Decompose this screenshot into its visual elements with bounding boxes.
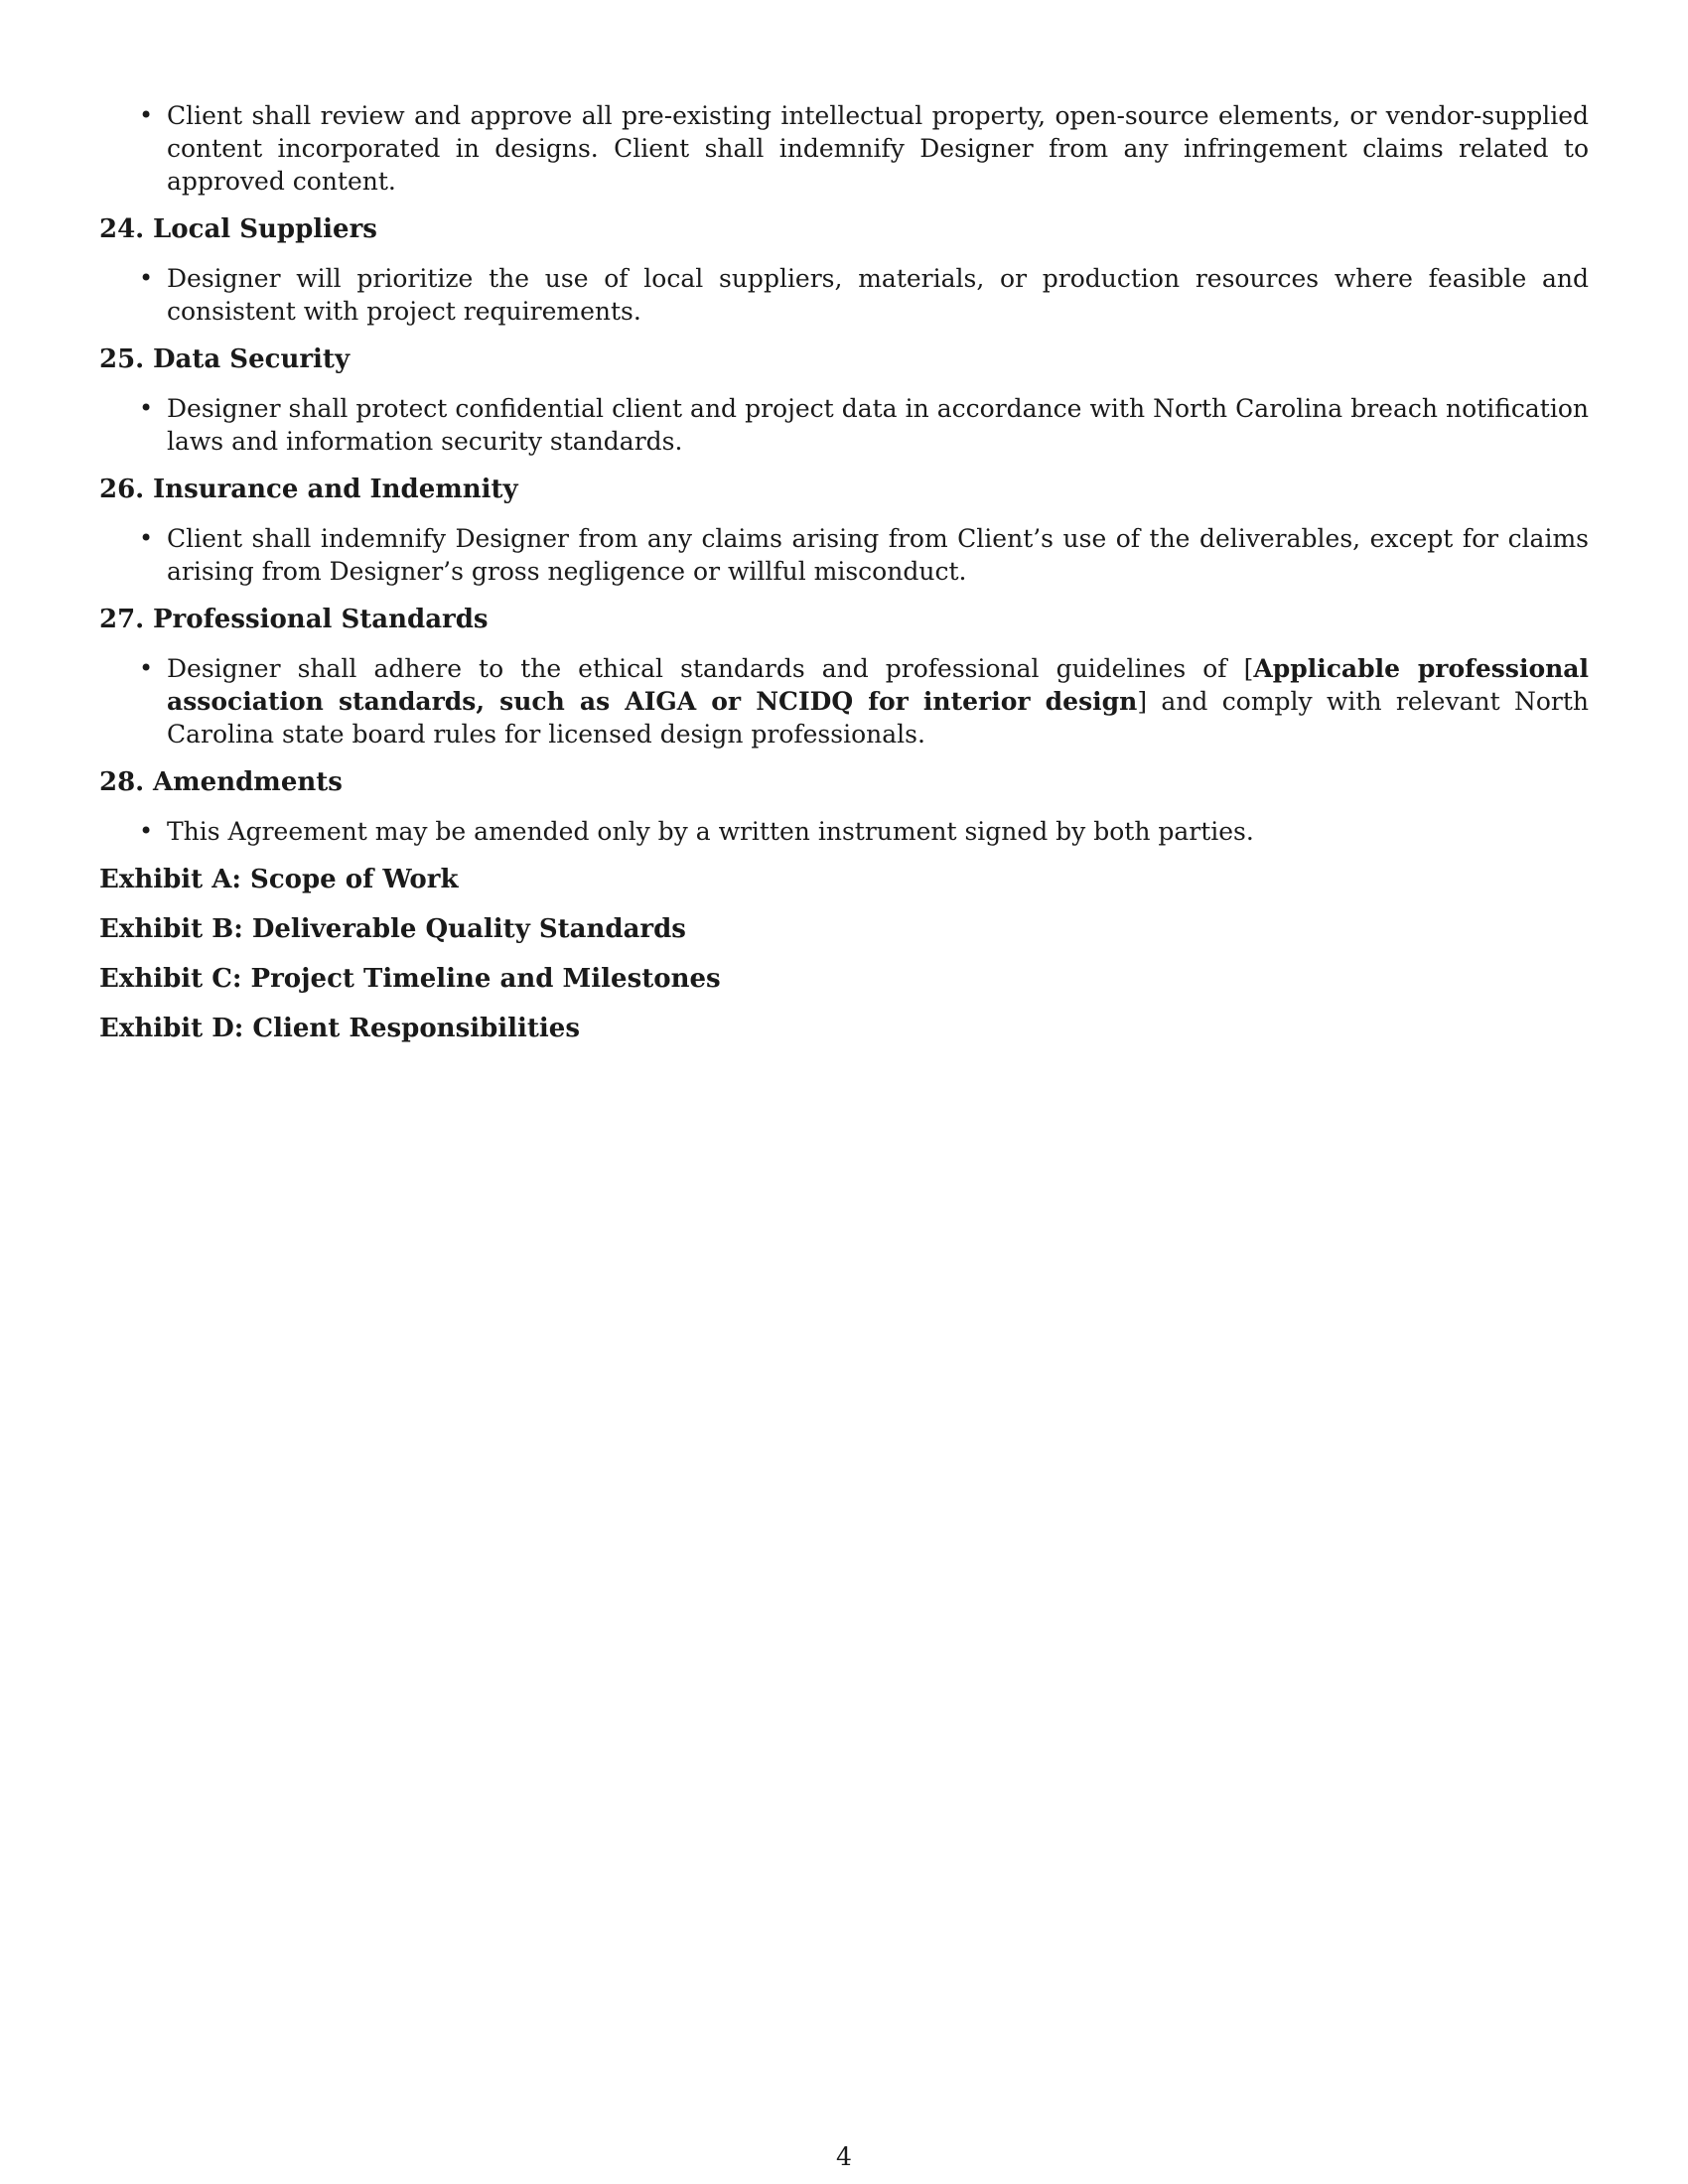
bullet-text-prefix: Designer shall adhere to the ethical standards and professional guidelines of [ (167, 654, 1254, 683)
document-page (99, 99, 1589, 1062)
bullet-text-suffix: ] and comply with relevant North Carolina state board rules for licensed design professionals. (167, 687, 1589, 749)
bullet-icon: • (139, 817, 154, 845)
bullet-icon: • (139, 101, 154, 129)
bullet-text: Designer shall protect confidential client and project data in accordance with North Carolina breach notification laws and information security standards. (167, 394, 1589, 456)
list-item (99, 262, 1589, 328)
bullet-icon: • (139, 394, 154, 422)
bullet-text: Client shall indemnify Designer from any claims arising from Client’s use of the deliverables, except for claims arising from Designer’s gross negligence or willful misconduct. (167, 524, 1589, 586)
section-title: Professional Standards (153, 605, 489, 634)
page-number: 4 (836, 2142, 852, 2171)
bullet-text: Designer will prioritize the use of local suppliers, materials, or production resources where feasible and consistent with project requirements. (167, 264, 1589, 326)
list-item (99, 815, 1589, 848)
exhibit-a-heading: Exhibit A: Scope of Work (99, 865, 459, 894)
bullet-icon: • (139, 654, 154, 682)
exhibit-d-heading: Exhibit D: Client Responsibilities (99, 1014, 580, 1043)
list-item (99, 99, 1589, 198)
section-title: Local Suppliers (153, 214, 377, 244)
bullet-icon: • (139, 524, 154, 552)
bullet-text (167, 652, 1589, 751)
exhibit-b-heading: Exhibit B: Deliverable Quality Standards (99, 914, 686, 944)
section-title: Data Security (153, 344, 351, 374)
section-number: 24. (99, 214, 145, 244)
list-item (99, 652, 1589, 751)
list-item (99, 522, 1589, 588)
section-heading-26 (99, 474, 1589, 506)
section-heading-27 (99, 604, 1589, 636)
section-heading-28 (99, 766, 1589, 799)
bullet-text: Client shall review and approve all pre-existing intellectual property, open-source elements, or vendor-supplied content incorporated in designs. Client shall indemnify Designer from any infringement claims related to approved content. (167, 101, 1589, 196)
bullet-text: This Agreement may be amended only by a written instrument signed by both parties. (167, 817, 1254, 846)
exhibit-c-heading: Exhibit C: Project Timeline and Milestones (99, 964, 721, 994)
section-title: Insurance and Indemnity (153, 475, 518, 504)
list-item (99, 392, 1589, 458)
section-number: 28. (99, 767, 145, 797)
section-number: 26. (99, 475, 145, 504)
section-number: 25. (99, 344, 145, 374)
section-title: Amendments (153, 767, 343, 797)
section-number: 27. (99, 605, 145, 634)
bullet-text-bold: Applicable professional association standards, such as AIGA or NCIDQ for interior design (167, 654, 1590, 716)
section-heading-25 (99, 343, 1589, 376)
section-heading-24 (99, 213, 1589, 246)
bullet-icon: • (139, 264, 154, 292)
